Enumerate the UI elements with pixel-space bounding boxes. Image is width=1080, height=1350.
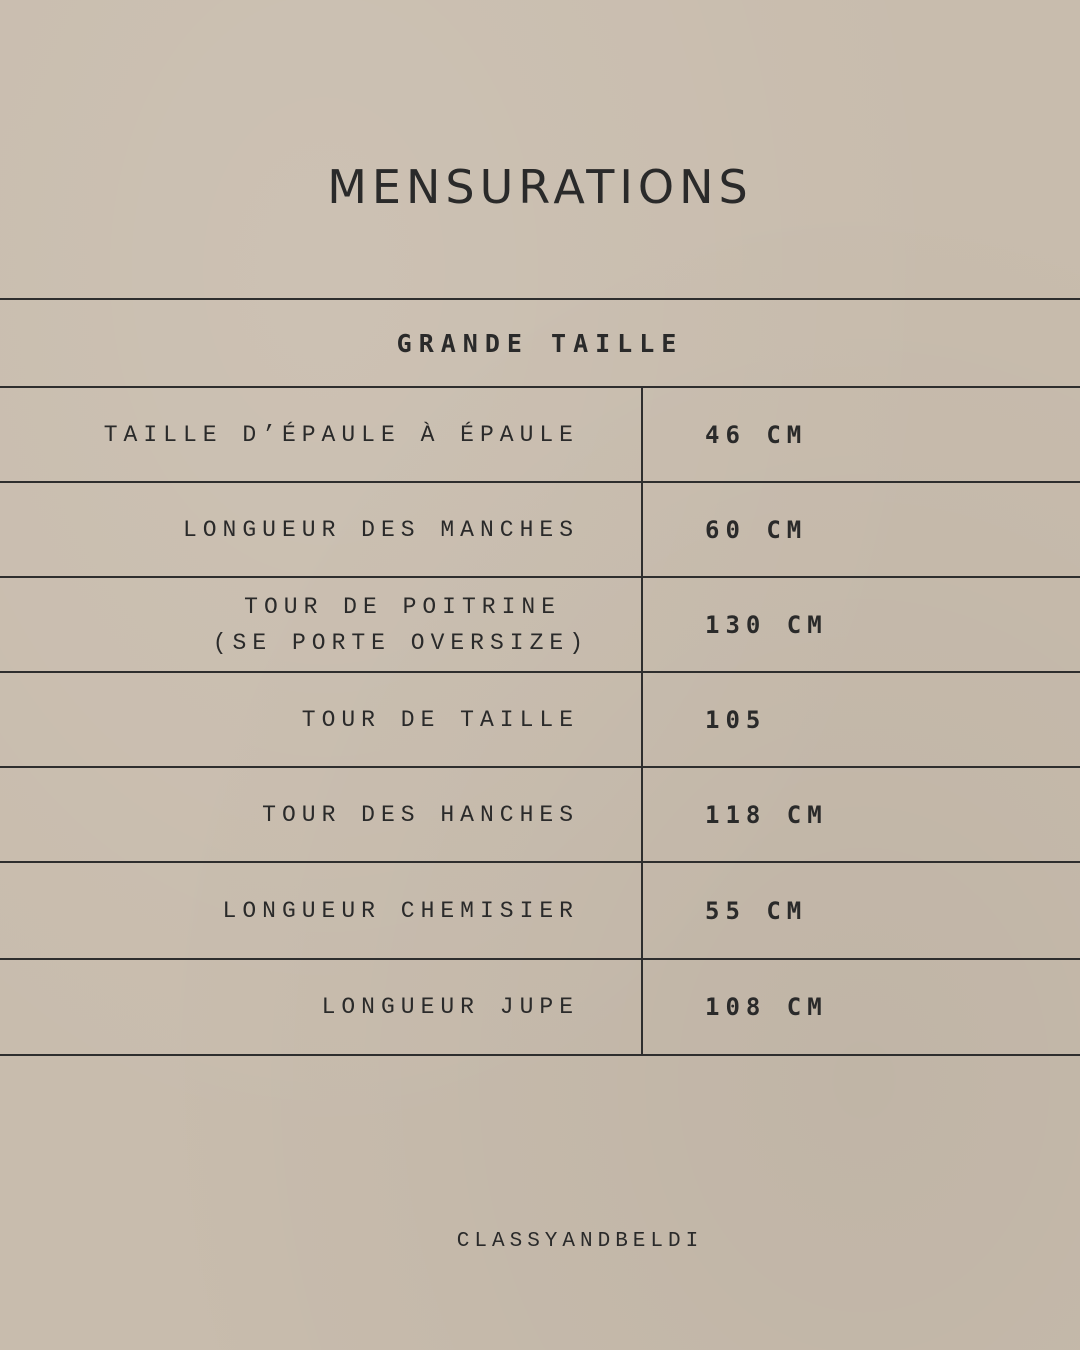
- row-label: TOUR DES HANCHES: [0, 768, 643, 861]
- row-value: 130 CM: [705, 610, 828, 639]
- row-label: TOUR DE TAILLE: [0, 673, 643, 766]
- row-label: [0, 578, 643, 671]
- table-row: [0, 578, 1080, 673]
- table-row: [0, 673, 1080, 768]
- row-value: 105: [705, 705, 767, 734]
- table-row: [0, 768, 1080, 863]
- table-row: [0, 483, 1080, 578]
- row-value: 55 CM: [705, 896, 808, 925]
- row-value: 108 CM: [705, 993, 828, 1021]
- row-label-line2: (SE PORTE OVERSIZE): [212, 629, 589, 656]
- row-label: TAILLE D’ÉPAULE À ÉPAULE: [0, 388, 643, 481]
- row-label: LONGUEUR JUPE: [0, 960, 643, 1054]
- table-row: [0, 863, 1080, 960]
- row-label: LONGUEUR CHEMISIER: [0, 863, 643, 958]
- table-row: [0, 388, 1080, 483]
- row-label: LONGUEUR DES MANCHES: [0, 483, 643, 576]
- row-value: 46 CM: [705, 420, 808, 449]
- table-row: [0, 960, 1080, 1056]
- page-title: MENSURATIONS: [327, 160, 753, 214]
- row-value: 118 CM: [705, 800, 828, 829]
- row-label-line1: TOUR DE POITRINE: [244, 593, 561, 620]
- table-header: GRANDE TAILLE: [0, 298, 1080, 388]
- brand-footer: CLASSYANDBELDI: [456, 1230, 704, 1253]
- row-value: 60 CM: [705, 515, 808, 544]
- measurements-table: [0, 298, 1080, 1056]
